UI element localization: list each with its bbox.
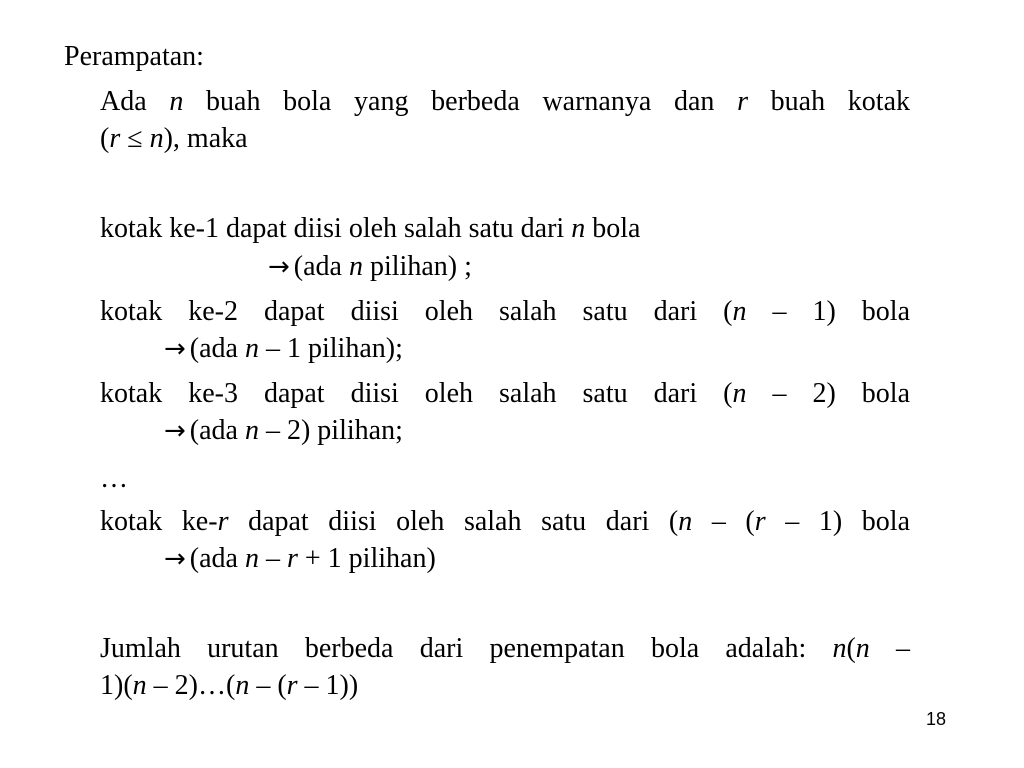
text-fragment: r (109, 123, 121, 154)
text-fragment: kotak ke- (100, 506, 218, 537)
text-fragment: – (258, 543, 287, 574)
text-fragment: ( (846, 633, 856, 664)
boxr-line (100, 505, 910, 539)
text-fragment: – 1 pilihan); (258, 333, 403, 364)
summary-line-1 (100, 632, 910, 666)
text-fragment: n (169, 86, 184, 117)
box2-choice (164, 332, 403, 366)
text-fragment: n (732, 296, 747, 327)
text-fragment: n (855, 633, 870, 664)
text-fragment: n (235, 670, 250, 701)
text-fragment: ), maka (163, 123, 248, 154)
text-fragment: – ( (692, 506, 755, 537)
text-fragment: Ada (100, 86, 170, 117)
summary-line-2 (100, 669, 358, 703)
box2-line (100, 295, 910, 329)
text-fragment: n (348, 251, 363, 282)
text-fragment: n (132, 670, 147, 701)
text-fragment: + 1 pilihan) (297, 543, 436, 574)
text-fragment: (ada (293, 251, 349, 282)
box1-choice (268, 250, 472, 284)
text-fragment: n (832, 633, 847, 664)
slide-heading (64, 40, 204, 74)
text-fragment: kotak ke-1 dapat diisi oleh salah satu dari (100, 213, 572, 244)
arrow-right-icon: → (268, 252, 290, 282)
arrow-right-icon: → (164, 416, 186, 446)
page-number: 18 (925, 709, 946, 729)
arrow-right-icon: → (164, 544, 186, 574)
text-fragment: kotak ke-3 dapat diisi oleh salah satu dari ( (100, 378, 733, 409)
text-fragment: n (244, 415, 259, 446)
text-fragment: – 1) bola (746, 296, 910, 327)
intro-line-1 (100, 85, 910, 119)
text-fragment: Jumlah urutan berbeda dari penempatan bola adalah: (100, 633, 833, 664)
text-fragment: … (100, 463, 128, 494)
text-fragment: Perampatan: (64, 41, 204, 72)
text-fragment: – ( (249, 670, 287, 701)
text-fragment: ( (100, 123, 110, 154)
text-fragment: pilihan) ; (362, 251, 472, 282)
text-fragment: n (732, 378, 747, 409)
text-fragment: n (678, 506, 693, 537)
text-fragment: n (244, 543, 259, 574)
text-fragment: n (571, 213, 586, 244)
text-fragment: – 1) bola (765, 506, 910, 537)
text-fragment: buah bola yang berbeda warnanya dan (183, 86, 738, 117)
text-fragment: (ada (189, 543, 245, 574)
text-fragment: – 2) bola (746, 378, 910, 409)
text-fragment: 1)( (100, 670, 133, 701)
ellipsis (100, 462, 128, 496)
text-fragment: – 2) pilihan; (258, 415, 403, 446)
text-fragment: n (244, 333, 259, 364)
text-fragment: buah kotak (747, 86, 910, 117)
text-fragment: r (737, 86, 748, 117)
text-fragment: kotak ke-2 dapat diisi oleh salah satu dari ( (100, 296, 733, 327)
text-fragment: – 2)…( (146, 670, 236, 701)
text-fragment: r (286, 543, 298, 574)
text-fragment: r (217, 506, 229, 537)
text-fragment: – (869, 633, 911, 664)
box3-line (100, 377, 910, 411)
text-fragment: ≤ (120, 123, 150, 154)
intro-line-2 (100, 122, 248, 156)
text-fragment: bola (585, 213, 641, 244)
text-fragment: n (149, 123, 164, 154)
text-fragment: (ada (189, 333, 245, 364)
text-fragment: – 1)) (297, 670, 359, 701)
text-fragment: r (286, 670, 298, 701)
box3-choice (164, 414, 403, 448)
text-fragment: dapat diisi oleh salah satu dari ( (228, 506, 679, 537)
text-fragment: (ada (189, 415, 245, 446)
box1-line (100, 212, 640, 246)
arrow-right-icon: → (164, 334, 186, 364)
boxr-choice (164, 542, 436, 576)
text-fragment: r (754, 506, 766, 537)
